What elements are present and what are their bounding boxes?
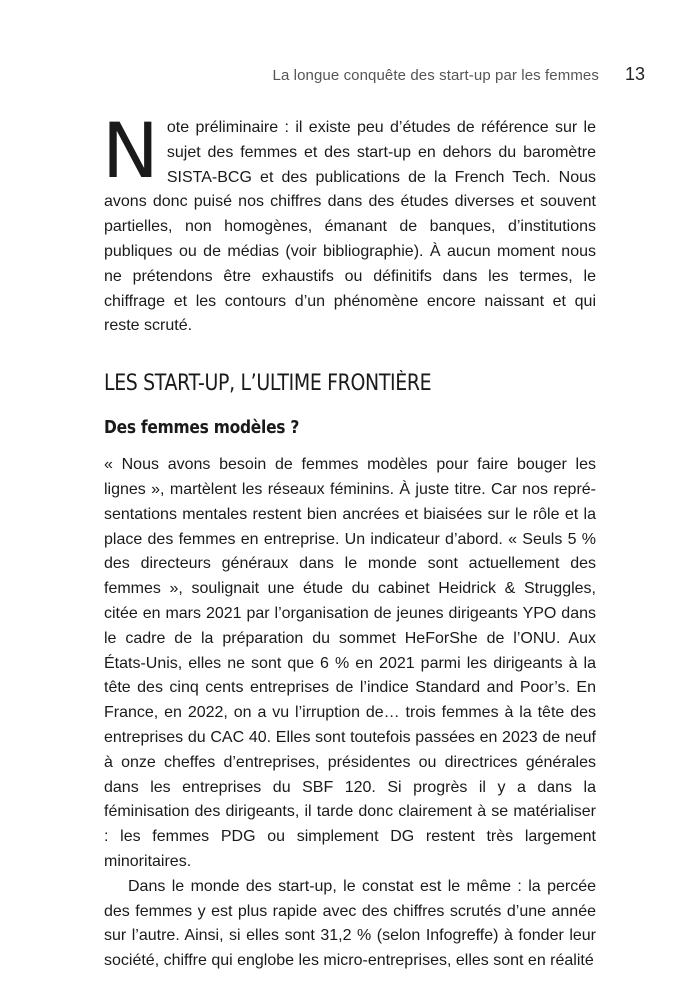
page-number: 13: [624, 64, 645, 84]
intro-paragraph: [102, 106, 596, 339]
drop-cap: N: [102, 106, 159, 195]
page-content: [102, 106, 596, 974]
running-title: La longue conquête des start-up par les femmes: [272, 67, 599, 84]
section-heading: LES START-UP, L’ULTIME FRONTIÈRE: [104, 371, 432, 397]
section-subheading: Des femmes modèles ?: [104, 417, 300, 439]
intro-text: ote préliminaire : il existe peu d’études de référence sur le sujet des femmes et des start-up en dehors du baromètre SISTA-BCG et des publications de la French Tech. Nous avons donc puisé nos chiffres dans des études diverses et souvent partielles, non homogènes, émanant de banques, d’institutions publiques ou de médias (voir bibliographie). À aucun moment nous ne prétendons être exhaustifs ou définitifs dans les termes, le chiffrage et les contours d’un phénomène encore naissant et qui reste scruté.: [104, 119, 596, 335]
running-head: [100, 64, 645, 85]
body-paragraph-2: Dans le monde des start-up, le constat est le même : la percée des femmes y est plus rapide avec des chiffres scrutés d’une année sur l’autre. Ainsi, si elles sont 31,2 % (selon Infogreffe) à fonder leur société, chiffre qui englobe les micro-entreprises, elles sont en réalité: [104, 877, 596, 970]
body-paragraph-1: « Nous avons besoin de femmes modèles pour faire bouger les lignes », martèlent les réseaux féminins. À juste titre. Car nos représentations mentales restent bien ancrées et biaisées sur le rôle et la place des femmes en entreprise. Un indicateur d’abord. « Seuls 5 % des directeurs généraux dans le monde sont actuellement des femmes », soulignait une étude du cabinet Heidrick & Struggles, citée en mars 2021 par l’organisation de jeunes dirigeants YPO dans le cadre de la préparation du sommet HeForShe de l’ONU. Aux États-Unis, elles ne sont que 6 % en 2021 parmi les dirigeants à la tête des cinq cents entreprises de l’indice Standard and Poor’s. En France, en 2022, on a vu l’irruption de… trois femmes à la tête des entreprises du CAC 40. Elles sont toutefois passées en 2023 de neuf à onze cheffes d’entreprises, présidentes ou directrices générales dans les entreprises du SBF 120. Si progrès il y a dans la féminisation des dirigeants, il tarde donc clairement à se matérialiser : les femmes PDG ou simplement DG restent très largement minoritaires.: [104, 456, 596, 870]
